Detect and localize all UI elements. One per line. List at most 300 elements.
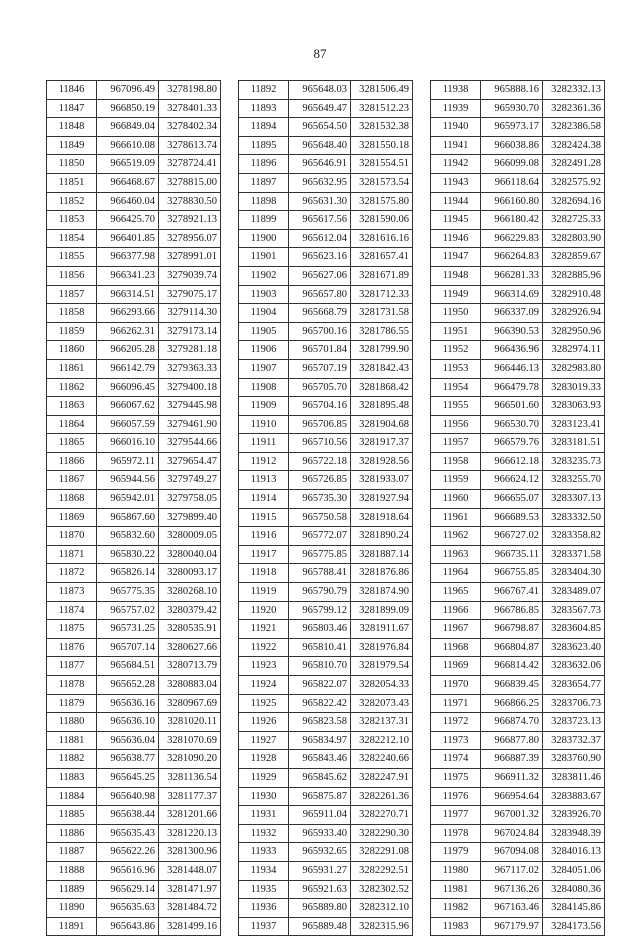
y-coordinate-cell: 3280627.66 [159, 638, 221, 657]
point-number-cell: 11903 [239, 285, 289, 304]
x-coordinate-cell: 966038.86 [481, 136, 543, 155]
y-coordinate-cell: 3282137.31 [351, 713, 413, 732]
table-row [47, 415, 221, 434]
table-row [431, 322, 605, 341]
x-coordinate-cell: 967136.26 [481, 880, 543, 899]
point-number-cell: 11980 [431, 861, 481, 880]
x-coordinate-cell: 965888.16 [481, 81, 543, 100]
y-coordinate-cell: 3281532.38 [351, 118, 413, 137]
page-number: 87 [313, 46, 327, 61]
point-number-cell: 11946 [431, 229, 481, 248]
table-row [239, 768, 413, 787]
y-coordinate-cell: 3279544.66 [159, 434, 221, 453]
x-coordinate-cell: 965731.25 [97, 620, 159, 639]
y-coordinate-cell: 3282332.13 [543, 81, 605, 100]
x-coordinate-cell: 965707.14 [97, 638, 159, 657]
point-number-cell: 11897 [239, 173, 289, 192]
x-coordinate-cell: 965636.16 [97, 694, 159, 713]
point-number-cell: 11926 [239, 713, 289, 732]
table-row [431, 601, 605, 620]
x-coordinate-cell: 965629.14 [97, 880, 159, 899]
y-coordinate-cell: 3282212.10 [351, 731, 413, 750]
table-row [47, 861, 221, 880]
x-coordinate-cell: 966341.23 [97, 266, 159, 285]
x-coordinate-cell: 966180.42 [481, 211, 543, 230]
y-coordinate-cell: 3279654.47 [159, 452, 221, 471]
table-row [431, 118, 605, 137]
x-coordinate-cell: 965668.79 [289, 304, 351, 323]
table-row [47, 583, 221, 602]
x-coordinate-cell: 966814.42 [481, 657, 543, 676]
x-coordinate-cell: 965684.51 [97, 657, 159, 676]
x-coordinate-cell: 965701.84 [289, 341, 351, 360]
y-coordinate-cell: 3282261.36 [351, 787, 413, 806]
y-coordinate-cell: 3280268.10 [159, 583, 221, 602]
x-coordinate-cell: 965973.17 [481, 118, 543, 137]
table-row [431, 620, 605, 639]
table-row [239, 657, 413, 676]
y-coordinate-cell: 3281448.07 [159, 861, 221, 880]
x-coordinate-cell: 965788.41 [289, 564, 351, 583]
point-number-cell: 11860 [47, 341, 97, 360]
y-coordinate-cell: 3278401.33 [159, 99, 221, 118]
table-row [239, 527, 413, 546]
table-row [431, 397, 605, 416]
x-coordinate-cell: 966446.13 [481, 359, 543, 378]
table-row [47, 173, 221, 192]
point-number-cell: 11894 [239, 118, 289, 137]
y-coordinate-cell: 3282983.80 [543, 359, 605, 378]
x-coordinate-cell: 965822.42 [289, 694, 351, 713]
table-row [239, 173, 413, 192]
x-coordinate-cell: 965889.80 [289, 899, 351, 918]
x-coordinate-cell: 967001.32 [481, 806, 543, 825]
y-coordinate-cell: 3283235.73 [543, 452, 605, 471]
x-coordinate-cell: 965832.60 [97, 527, 159, 546]
point-number-cell: 11939 [431, 99, 481, 118]
y-coordinate-cell: 3279400.18 [159, 378, 221, 397]
x-coordinate-cell: 966866.25 [481, 694, 543, 713]
x-coordinate-cell: 965830.22 [97, 545, 159, 564]
y-coordinate-cell: 3283332.50 [543, 508, 605, 527]
y-coordinate-cell: 3279899.40 [159, 508, 221, 527]
y-coordinate-cell: 3280967.69 [159, 694, 221, 713]
table-row [239, 787, 413, 806]
y-coordinate-cell: 3283371.58 [543, 545, 605, 564]
x-coordinate-cell: 965845.62 [289, 768, 351, 787]
y-coordinate-cell: 3282291.08 [351, 843, 413, 862]
point-number-cell: 11964 [431, 564, 481, 583]
table-row [239, 583, 413, 602]
x-coordinate-cell: 965635.43 [97, 824, 159, 843]
table-row [239, 99, 413, 118]
y-coordinate-cell: 3278991.01 [159, 248, 221, 267]
point-number-cell: 11857 [47, 285, 97, 304]
table-row [47, 378, 221, 397]
point-number-cell: 11978 [431, 824, 481, 843]
table-row [47, 768, 221, 787]
x-coordinate-cell: 965617.56 [289, 211, 351, 230]
table-row [239, 192, 413, 211]
table-row [431, 341, 605, 360]
table-row [431, 861, 605, 880]
table-row [47, 285, 221, 304]
point-number-cell: 11904 [239, 304, 289, 323]
table-row [431, 843, 605, 862]
x-coordinate-cell: 966067.62 [97, 397, 159, 416]
x-coordinate-cell: 966264.83 [481, 248, 543, 267]
y-coordinate-cell: 3281895.48 [351, 397, 413, 416]
point-number-cell: 11961 [431, 508, 481, 527]
point-number-cell: 11868 [47, 490, 97, 509]
y-coordinate-cell: 3283567.73 [543, 601, 605, 620]
point-number-cell: 11940 [431, 118, 481, 137]
point-number-cell: 11953 [431, 359, 481, 378]
table-row [47, 620, 221, 639]
table-row [239, 545, 413, 564]
table-row [47, 229, 221, 248]
y-coordinate-cell: 3281876.86 [351, 564, 413, 583]
table-row [47, 527, 221, 546]
table-row [431, 583, 605, 602]
point-number-cell: 11895 [239, 136, 289, 155]
y-coordinate-cell: 3281616.16 [351, 229, 413, 248]
point-number-cell: 11888 [47, 861, 97, 880]
point-number-cell: 11947 [431, 248, 481, 267]
y-coordinate-cell: 3283123.41 [543, 415, 605, 434]
table-row [431, 787, 605, 806]
point-number-cell: 11898 [239, 192, 289, 211]
table-row [47, 638, 221, 657]
point-number-cell: 11972 [431, 713, 481, 732]
table-row [239, 118, 413, 137]
table-row [47, 136, 221, 155]
point-number-cell: 11879 [47, 694, 97, 713]
y-coordinate-cell: 3281874.90 [351, 583, 413, 602]
y-coordinate-cell: 3281499.16 [159, 917, 221, 936]
y-coordinate-cell: 3281799.90 [351, 341, 413, 360]
y-coordinate-cell: 3280883.04 [159, 676, 221, 695]
table-row [239, 397, 413, 416]
table-row [47, 99, 221, 118]
y-coordinate-cell: 3281506.49 [351, 81, 413, 100]
point-number-cell: 11912 [239, 452, 289, 471]
table-row [239, 880, 413, 899]
y-coordinate-cell: 3281917.37 [351, 434, 413, 453]
x-coordinate-cell: 965645.25 [97, 768, 159, 787]
point-number-cell: 11899 [239, 211, 289, 230]
point-number-cell: 11872 [47, 564, 97, 583]
table-row [431, 81, 605, 100]
x-coordinate-cell: 965803.46 [289, 620, 351, 639]
y-coordinate-cell: 3281201.66 [159, 806, 221, 825]
table-row [431, 490, 605, 509]
x-coordinate-cell: 966377.98 [97, 248, 159, 267]
x-coordinate-cell: 966337.09 [481, 304, 543, 323]
y-coordinate-cell: 3281070.69 [159, 731, 221, 750]
y-coordinate-cell: 3280009.05 [159, 527, 221, 546]
x-coordinate-cell: 966401.85 [97, 229, 159, 248]
table-row [239, 638, 413, 657]
point-number-cell: 11950 [431, 304, 481, 323]
table-row [47, 787, 221, 806]
y-coordinate-cell: 3281842.43 [351, 359, 413, 378]
point-number-cell: 11892 [239, 81, 289, 100]
point-number-cell: 11944 [431, 192, 481, 211]
point-number-cell: 11916 [239, 527, 289, 546]
x-coordinate-cell: 965632.95 [289, 173, 351, 192]
table-row [239, 304, 413, 323]
x-coordinate-cell: 966874.70 [481, 713, 543, 732]
x-coordinate-cell: 966612.18 [481, 452, 543, 471]
point-number-cell: 11919 [239, 583, 289, 602]
table-row [239, 434, 413, 453]
y-coordinate-cell: 3281512.23 [351, 99, 413, 118]
y-coordinate-cell: 3279461.90 [159, 415, 221, 434]
table-row [239, 229, 413, 248]
table-row [239, 676, 413, 695]
x-coordinate-cell: 965944.56 [97, 471, 159, 490]
x-coordinate-cell: 965930.70 [481, 99, 543, 118]
table-row [47, 322, 221, 341]
table-row [239, 81, 413, 100]
table-row [239, 322, 413, 341]
x-coordinate-cell: 965823.58 [289, 713, 351, 732]
point-number-cell: 11881 [47, 731, 97, 750]
table-row [431, 564, 605, 583]
table-row [239, 471, 413, 490]
x-coordinate-cell: 965623.16 [289, 248, 351, 267]
table-row [239, 601, 413, 620]
point-number-cell: 11877 [47, 657, 97, 676]
y-coordinate-cell: 3282974.11 [543, 341, 605, 360]
y-coordinate-cell: 3282910.48 [543, 285, 605, 304]
y-coordinate-cell: 3282803.90 [543, 229, 605, 248]
y-coordinate-cell: 3284080.36 [543, 880, 605, 899]
table-row [47, 564, 221, 583]
point-number-cell: 11962 [431, 527, 481, 546]
point-number-cell: 11878 [47, 676, 97, 695]
x-coordinate-cell: 966293.66 [97, 304, 159, 323]
point-number-cell: 11865 [47, 434, 97, 453]
coordinate-table-middle [238, 80, 413, 936]
point-number-cell: 11907 [239, 359, 289, 378]
point-number-cell: 11941 [431, 136, 481, 155]
table-row [431, 880, 605, 899]
x-coordinate-cell: 966479.78 [481, 378, 543, 397]
x-coordinate-cell: 965834.97 [289, 731, 351, 750]
point-number-cell: 11933 [239, 843, 289, 862]
point-number-cell: 11902 [239, 266, 289, 285]
table-row [47, 601, 221, 620]
table-row [239, 155, 413, 174]
x-coordinate-cell: 967096.49 [97, 81, 159, 100]
x-coordinate-cell: 967179.97 [481, 917, 543, 936]
y-coordinate-cell: 3282312.10 [351, 899, 413, 918]
point-number-cell: 11936 [239, 899, 289, 918]
y-coordinate-cell: 3281220.13 [159, 824, 221, 843]
table-row [47, 713, 221, 732]
y-coordinate-cell: 3279114.30 [159, 304, 221, 323]
y-coordinate-cell: 3284145.86 [543, 899, 605, 918]
y-coordinate-cell: 3283732.37 [543, 731, 605, 750]
x-coordinate-cell: 966160.80 [481, 192, 543, 211]
x-coordinate-cell: 966057.59 [97, 415, 159, 434]
point-number-cell: 11889 [47, 880, 97, 899]
y-coordinate-cell: 3279039.74 [159, 266, 221, 285]
table-row [431, 694, 605, 713]
x-coordinate-cell: 966579.76 [481, 434, 543, 453]
x-coordinate-cell: 966519.09 [97, 155, 159, 174]
x-coordinate-cell: 965867.60 [97, 508, 159, 527]
table-row [47, 917, 221, 936]
point-number-cell: 11934 [239, 861, 289, 880]
y-coordinate-cell: 3282361.36 [543, 99, 605, 118]
point-number-cell: 11862 [47, 378, 97, 397]
x-coordinate-cell: 966262.31 [97, 322, 159, 341]
point-number-cell: 11955 [431, 397, 481, 416]
y-coordinate-cell: 3279075.17 [159, 285, 221, 304]
point-number-cell: 11896 [239, 155, 289, 174]
y-coordinate-cell: 3278921.13 [159, 211, 221, 230]
table-row [431, 750, 605, 769]
table-row [431, 248, 605, 267]
table-row [431, 638, 605, 657]
table-row [47, 490, 221, 509]
y-coordinate-cell: 3282885.96 [543, 266, 605, 285]
table-row [47, 155, 221, 174]
x-coordinate-cell: 965631.30 [289, 192, 351, 211]
x-coordinate-cell: 965657.80 [289, 285, 351, 304]
point-number-cell: 11957 [431, 434, 481, 453]
table-row [239, 341, 413, 360]
point-number-cell: 11851 [47, 173, 97, 192]
y-coordinate-cell: 3283255.70 [543, 471, 605, 490]
table-row [431, 155, 605, 174]
x-coordinate-cell: 965636.04 [97, 731, 159, 750]
x-coordinate-cell: 967024.84 [481, 824, 543, 843]
x-coordinate-cell: 965735.30 [289, 490, 351, 509]
point-number-cell: 11861 [47, 359, 97, 378]
table-row [431, 713, 605, 732]
point-number-cell: 11890 [47, 899, 97, 918]
point-number-cell: 11867 [47, 471, 97, 490]
table-row [239, 750, 413, 769]
y-coordinate-cell: 3281020.11 [159, 713, 221, 732]
x-coordinate-cell: 966460.04 [97, 192, 159, 211]
point-number-cell: 11858 [47, 304, 97, 323]
x-coordinate-cell: 965726.85 [289, 471, 351, 490]
y-coordinate-cell: 3283623.40 [543, 638, 605, 657]
point-number-cell: 11925 [239, 694, 289, 713]
table-row [239, 415, 413, 434]
y-coordinate-cell: 3282491.28 [543, 155, 605, 174]
table-row [239, 508, 413, 527]
x-coordinate-cell: 965750.58 [289, 508, 351, 527]
point-number-cell: 11876 [47, 638, 97, 657]
table-row [239, 378, 413, 397]
coordinate-table-left [46, 80, 221, 936]
point-number-cell: 11917 [239, 545, 289, 564]
x-coordinate-cell: 966016.10 [97, 434, 159, 453]
point-number-cell: 11853 [47, 211, 97, 230]
x-coordinate-cell: 965933.40 [289, 824, 351, 843]
y-coordinate-cell: 3281887.14 [351, 545, 413, 564]
x-coordinate-cell: 966849.04 [97, 118, 159, 137]
x-coordinate-cell: 965810.70 [289, 657, 351, 676]
y-coordinate-cell: 3281911.67 [351, 620, 413, 639]
table-row [431, 899, 605, 918]
x-coordinate-cell: 966850.19 [97, 99, 159, 118]
y-coordinate-cell: 3283181.51 [543, 434, 605, 453]
y-coordinate-cell: 3281550.18 [351, 136, 413, 155]
point-number-cell: 11982 [431, 899, 481, 918]
table-row [239, 806, 413, 825]
y-coordinate-cell: 3282725.33 [543, 211, 605, 230]
table-row [47, 545, 221, 564]
table-row [239, 620, 413, 639]
y-coordinate-cell: 3280379.42 [159, 601, 221, 620]
point-number-cell: 11870 [47, 527, 97, 546]
point-number-cell: 11983 [431, 917, 481, 936]
x-coordinate-cell: 965810.41 [289, 638, 351, 657]
x-coordinate-cell: 965972.11 [97, 452, 159, 471]
x-coordinate-cell: 965652.28 [97, 676, 159, 695]
y-coordinate-cell: 3282054.33 [351, 676, 413, 695]
x-coordinate-cell: 965704.16 [289, 397, 351, 416]
point-number-cell: 11937 [239, 917, 289, 936]
point-number-cell: 11901 [239, 248, 289, 267]
x-coordinate-cell: 966390.53 [481, 322, 543, 341]
table-row [431, 731, 605, 750]
x-coordinate-cell: 966099.08 [481, 155, 543, 174]
table-row [431, 434, 605, 453]
table-row [431, 229, 605, 248]
y-coordinate-cell: 3278956.07 [159, 229, 221, 248]
table-row [47, 694, 221, 713]
y-coordinate-cell: 3281136.54 [159, 768, 221, 787]
y-coordinate-cell: 3283883.67 [543, 787, 605, 806]
table-row [431, 508, 605, 527]
table-row [431, 545, 605, 564]
point-number-cell: 11918 [239, 564, 289, 583]
x-coordinate-cell: 965932.65 [289, 843, 351, 862]
y-coordinate-cell: 3283019.33 [543, 378, 605, 397]
table-row [431, 173, 605, 192]
table-row [239, 843, 413, 862]
y-coordinate-cell: 3282315.96 [351, 917, 413, 936]
table-row [47, 397, 221, 416]
point-number-cell: 11887 [47, 843, 97, 862]
y-coordinate-cell: 3284016.13 [543, 843, 605, 862]
x-coordinate-cell: 965775.35 [97, 583, 159, 602]
table-row [47, 192, 221, 211]
x-coordinate-cell: 965706.85 [289, 415, 351, 434]
y-coordinate-cell: 3282073.43 [351, 694, 413, 713]
table-row [47, 824, 221, 843]
table-row [47, 471, 221, 490]
table-row [431, 378, 605, 397]
table-row [239, 266, 413, 285]
y-coordinate-cell: 3278830.50 [159, 192, 221, 211]
table-row [431, 211, 605, 230]
y-coordinate-cell: 3283723.13 [543, 713, 605, 732]
x-coordinate-cell: 965911.04 [289, 806, 351, 825]
x-coordinate-cell: 965942.01 [97, 490, 159, 509]
table-row [239, 917, 413, 936]
point-number-cell: 11859 [47, 322, 97, 341]
y-coordinate-cell: 3281918.64 [351, 508, 413, 527]
